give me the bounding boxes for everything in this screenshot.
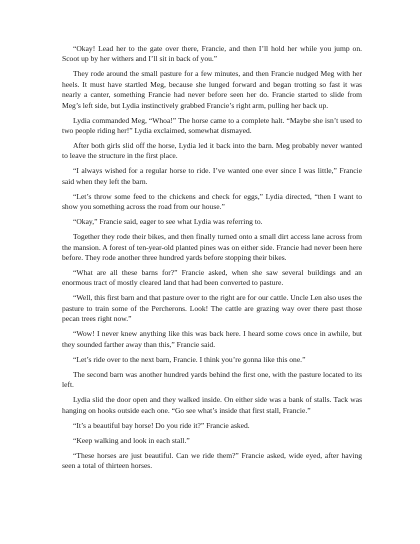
- paragraph: “Okay! Lead her to the gate over there, Francie, and then I’ll hold her while you jump on. Scoot up by her withers and I’ll sit in back of you.”: [62, 44, 362, 64]
- paragraph: “These horses are just beautiful. Can we ride them?” Francie asked, wide eyed, after having seen a total of thirteen horses.: [62, 450, 362, 470]
- paragraph: After both girls slid off the horse, Lydia led it back into the barn. Meg probably never wanted to leave the structure in the first place.: [62, 141, 362, 161]
- paragraph: Together they rode their bikes, and then finally turned onto a small dirt access lane across from the mansion. A forest of ten-year-old planted pines was on either side. Francie had never been here before. They rode another three hundred yards before stopping their bikes.: [62, 232, 362, 263]
- paragraph: “Keep walking and look in each stall.”: [73, 435, 190, 445]
- paragraph: “Well, this first barn and that pasture over to the right are for our cattle. Uncle Len also uses the pasture to train some of the Percherons. Look! The cattle are grazing way over there past those pecan trees right now.”: [62, 293, 362, 324]
- paragraph: “Let’s throw some feed to the chickens and check for eggs,” Lydia directed, “then I want to show you something across the road from our house.”: [62, 191, 362, 212]
- paragraph: “Let’s ride over to the next barn, Francie. I think you’re gonna like this one.”: [73, 354, 306, 364]
- paragraph: Lydia slid the door open and they walked inside. On either side was a bank of stalls. Tack was hanging on hooks outside each one. “Go see what’s inside that first stall, Francie.”: [62, 395, 362, 415]
- paragraph: They rode around the small pasture for a few minutes, and then Francie nudged Meg with her heels. It must have startled Meg, because she lunged forward and began trotting so fast it was nearly a canter, something Francie had never before seen her do. Francie started to slide from Meg’s left side, but Lydia instinctively grabbed Francie’s right arm, pulling her back up.: [62, 69, 362, 110]
- paragraph: Lydia commanded Meg, “Whoa!” The horse came to a complete halt. “Maybe she isn’t used to two people riding her!” Lydia exclaimed, somewhat dismayed.: [62, 115, 362, 136]
- paragraph: “I always wished for a regular horse to ride. I’ve wanted one ever since I was little,” Francie said when they left the barn.: [62, 166, 362, 186]
- paragraph: “Wow! I never knew anything like this was back here. I heard some cows once in awhile, but they sounded farther away than this,” Francie said.: [62, 329, 362, 349]
- paragraph: “Okay,” Francie said, eager to see what Lydia was referring to.: [73, 217, 263, 227]
- paragraph: The second barn was another hundred yards behind the first one, with the pasture located to its left.: [62, 369, 362, 390]
- document-page: [62, 44, 362, 476]
- paragraph: “It’s a beautiful bay horse! Do you ride it?” Francie asked.: [73, 420, 250, 430]
- paragraph: “What are all these barns for?” Francie asked, when she saw several buildings and an enormous tract of mostly cleared land that had been converted to pasture.: [62, 268, 362, 288]
